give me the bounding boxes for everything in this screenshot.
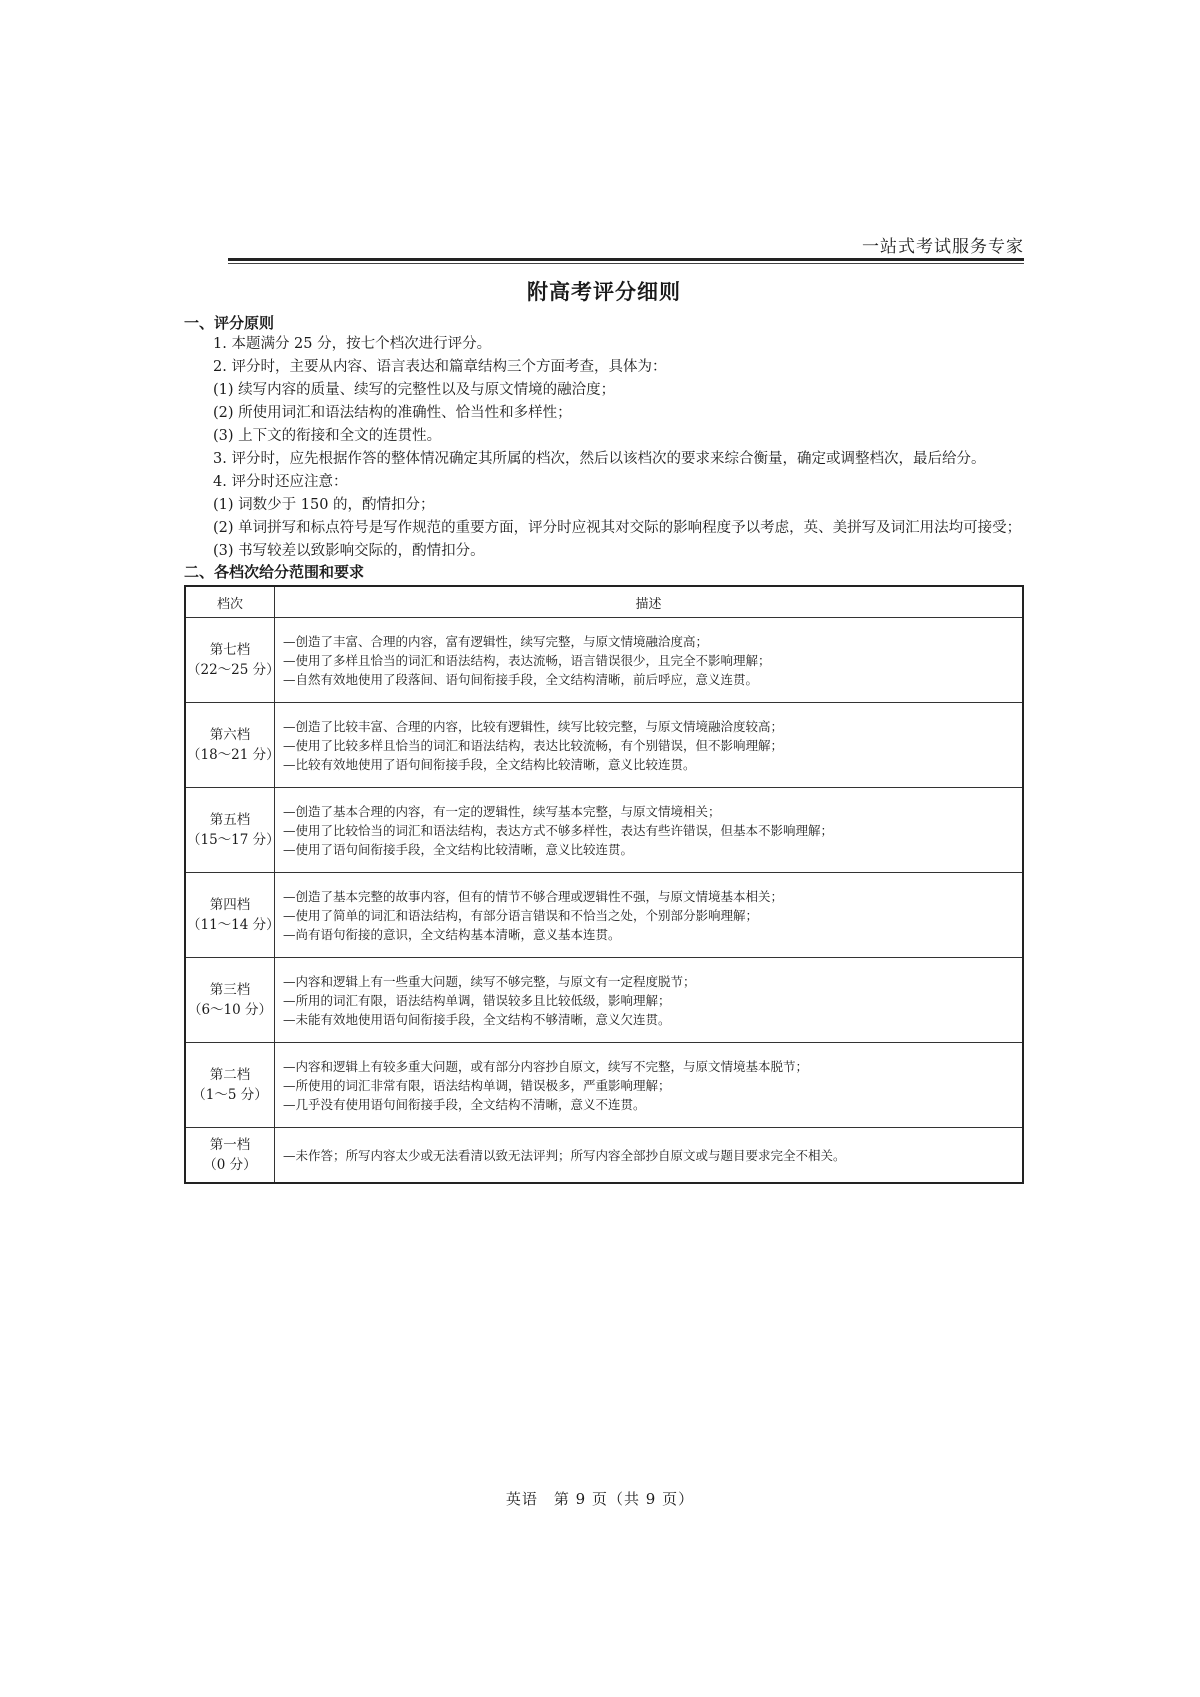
paragraph: 1. 本题满分 25 分，按七个档次进行评分。	[213, 336, 492, 352]
column-header-description: 描述	[275, 586, 1024, 618]
description-line: —创造了丰富、合理的内容，富有逻辑性，续写完整，与原文情境融洽度高；	[283, 633, 709, 649]
paragraph: 4. 评分时还应注意：	[213, 474, 348, 490]
description-line: —创造了基本完整的故事内容，但有的情节不够合理或逻辑性不强，与原文情境基本相关；	[283, 888, 784, 904]
header-rule	[228, 258, 1024, 261]
level-cell	[185, 1128, 275, 1184]
description-line: —内容和逻辑上有一些重大问题，续写不够完整，与原文有一定程度脱节；	[283, 973, 696, 989]
description-line: —创造了基本合理的内容，有一定的逻辑性，续写基本完整，与原文情境相关；	[283, 803, 721, 819]
description-line: —未作答；所写内容太少或无法看清以致无法评判；所写内容全部抄自原文或与题目要求完全不相关。	[283, 1147, 846, 1163]
description-line: —自然有效地使用了段落间、语句间衔接手段，全文结构清晰，前后呼应，意义连贯。	[283, 671, 759, 687]
level-cell	[185, 788, 280, 873]
description-line: —使用了比较多样且恰当的词汇和语法结构，表达比较流畅，有个别错误，但不影响理解；	[283, 737, 784, 753]
table-row	[185, 703, 1023, 788]
description-line: —所使用的词汇非常有限，语法结构单调，错误极多，严重影响理解；	[283, 1077, 671, 1093]
table-row	[185, 1043, 1023, 1128]
document-title: 附高考评分细则	[527, 280, 681, 304]
paragraph: (2) 单词拼写和标点符号是写作规范的重要方面，评分时应视其对交际的影响程度予以考虑，英、美拼写及词汇用法均可接受；	[213, 520, 1022, 536]
level-name: 第四档	[209, 897, 251, 913]
level-name: 第三档	[209, 982, 251, 998]
header-rule-thin	[228, 263, 1024, 264]
description-line: —使用了语句间衔接手段，全文结构比较清晰，意义比较连贯。	[283, 841, 634, 857]
level-range: （15～17 分）	[187, 832, 280, 848]
paragraph: (2) 所使用词汇和语法结构的准确性、恰当性和多样性；	[213, 405, 572, 421]
description-line: —内容和逻辑上有较多重大问题，或有部分内容抄自原文，续写不完整，与原文情境基本脱节；	[283, 1058, 809, 1074]
table-header-row	[185, 586, 1023, 618]
section-heading: 一、评分原则	[184, 314, 275, 332]
description-cell	[275, 873, 1024, 958]
level-range: （18～21 分）	[187, 747, 280, 763]
level-cell	[185, 1043, 275, 1128]
table-row	[185, 1128, 1023, 1184]
level-range: （11～14 分）	[187, 917, 280, 933]
section-grade-bands	[184, 563, 1024, 1184]
level-range: （0 分）	[203, 1157, 257, 1173]
level-cell	[185, 618, 280, 703]
paragraph: 2. 评分时，主要从内容、语言表达和篇章结构三个方面考查，具体为：	[213, 359, 667, 375]
level-range: （6～10 分）	[187, 1002, 273, 1018]
table-row	[185, 958, 1023, 1043]
description-line: —创造了比较丰富、合理的内容，比较有逻辑性，续写比较完整，与原文情境融洽度较高；	[283, 718, 784, 734]
document-body	[184, 276, 1024, 1184]
section-heading: 二、各档次给分范围和要求	[184, 563, 365, 581]
description-line: —所用的词汇有限，语法结构单调，错误较多且比较低级，影响理解；	[283, 992, 671, 1008]
description-line: —尚有语句衔接的意识，全文结构基本清晰，意义基本连贯。	[283, 926, 621, 942]
paragraph: 3. 评分时，应先根据作答的整体情况确定其所属的档次，然后以该档次的要求来综合衡量，确定或调整档次，最后给分。	[213, 451, 986, 467]
description-cell	[275, 703, 1024, 788]
level-name: 第一档	[209, 1137, 251, 1153]
level-cell	[185, 703, 280, 788]
description-line: —使用了比较恰当的词汇和语法结构，表达方式不够多样性，表达有些许错误，但基本不影响理解；	[283, 822, 834, 838]
paragraph: (3) 书写较差以致影响交际的，酌情扣分。	[213, 543, 485, 559]
section-scoring-principles	[184, 314, 1024, 563]
page-footer: 英语 第 9 页（共 9 页）	[505, 1490, 695, 1508]
level-name: 第二档	[209, 1067, 251, 1083]
level-name: 第七档	[209, 642, 251, 658]
grading-table	[184, 585, 1024, 1184]
table-row	[185, 873, 1023, 958]
description-cell	[275, 958, 1024, 1043]
level-range: （22～25 分）	[187, 662, 280, 678]
description-line: —使用了多样且恰当的词汇和语法结构，表达流畅，语言错误很少，且完全不影响理解；	[283, 652, 771, 668]
level-range: （1～5 分）	[192, 1087, 268, 1103]
column-header-level: 档次	[185, 586, 275, 618]
description-cell	[275, 1128, 1024, 1184]
paragraph: (1) 续写内容的质量、续写的完整性以及与原文情境的融洽度；	[213, 382, 616, 398]
description-line: —几乎没有使用语句间衔接手段，全文结构不清晰，意义不连贯。	[283, 1096, 646, 1112]
paragraph: (3) 上下文的衔接和全文的连贯性。	[213, 428, 442, 444]
table-row	[185, 618, 1023, 703]
level-cell	[185, 958, 275, 1043]
description-cell	[275, 618, 1024, 703]
paragraph: (1) 词数少于 150 的，酌情扣分；	[213, 497, 435, 513]
level-name: 第五档	[209, 812, 251, 828]
description-line: —比较有效地使用了语句间衔接手段，全文结构比较清晰，意义比较连贯。	[283, 756, 696, 772]
level-name: 第六档	[209, 727, 251, 743]
description-line: —使用了简单的词汇和语法结构，有部分语言错误和不恰当之处，个别部分影响理解；	[283, 907, 759, 923]
description-cell	[275, 788, 1024, 873]
description-cell	[275, 1043, 1024, 1128]
description-line: —未能有效地使用语句间衔接手段，全文结构不够清晰，意义欠连贯。	[283, 1011, 671, 1027]
table-row	[185, 788, 1023, 873]
level-cell	[185, 873, 280, 958]
brand-text: 一站式考试服务专家	[862, 237, 1024, 257]
